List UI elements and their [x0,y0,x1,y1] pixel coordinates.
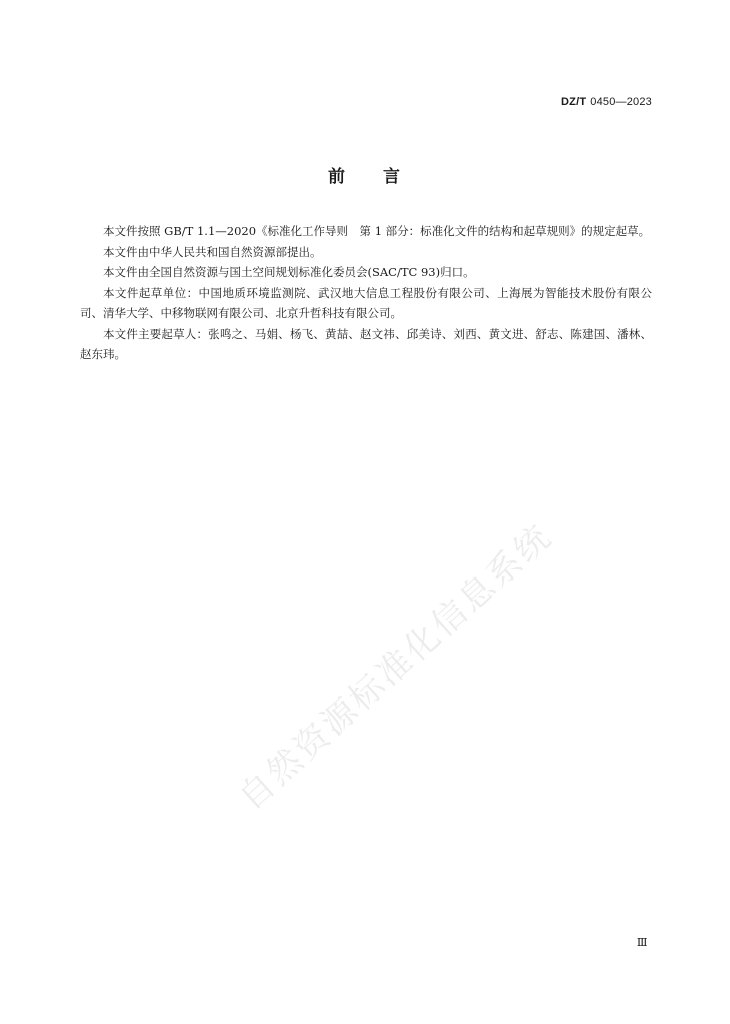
section-title-part2: 言 [383,167,402,187]
standard-prefix: DZ/T [561,96,587,108]
paragraph-drafting-units: 本文件起草单位：中国地质环境监测院、武汉地大信息工程股份有限公司、上海展为智能技术股份有限公司、清华大学、中移物联网有限公司、北京升哲科技有限公司。 [80,285,652,320]
standard-code [561,96,652,108]
page-number: Ⅲ [636,936,648,949]
watermark: 自然资源标准化信息系统 [231,516,561,819]
section-title-part1: 前 [328,167,347,187]
paragraph-drafters: 本文件主要起草人：张鸣之、马娟、杨飞、黄喆、赵文祎、邱美诗、刘西、黄文进、舒志、陈建国、潘林、赵东玮。 [80,326,652,361]
paragraph-proposer: 本文件由中华人民共和国自然资源部提出。 [103,244,322,259]
paragraph-centralized-unit: 本文件由全国自然资源与国土空间规划标准化委员会(SAC/TC 93)归口。 [103,265,475,279]
foreword-body [80,221,652,365]
section-title [0,162,730,187]
paragraph-drafting-basis: 本文件按照 GB/T 1.1—2020《标准化工作导则 第 1 部分：标准化文件的结构和起草规则》的规定起草。 [103,224,651,238]
standard-number: 0450—2023 [590,96,652,108]
